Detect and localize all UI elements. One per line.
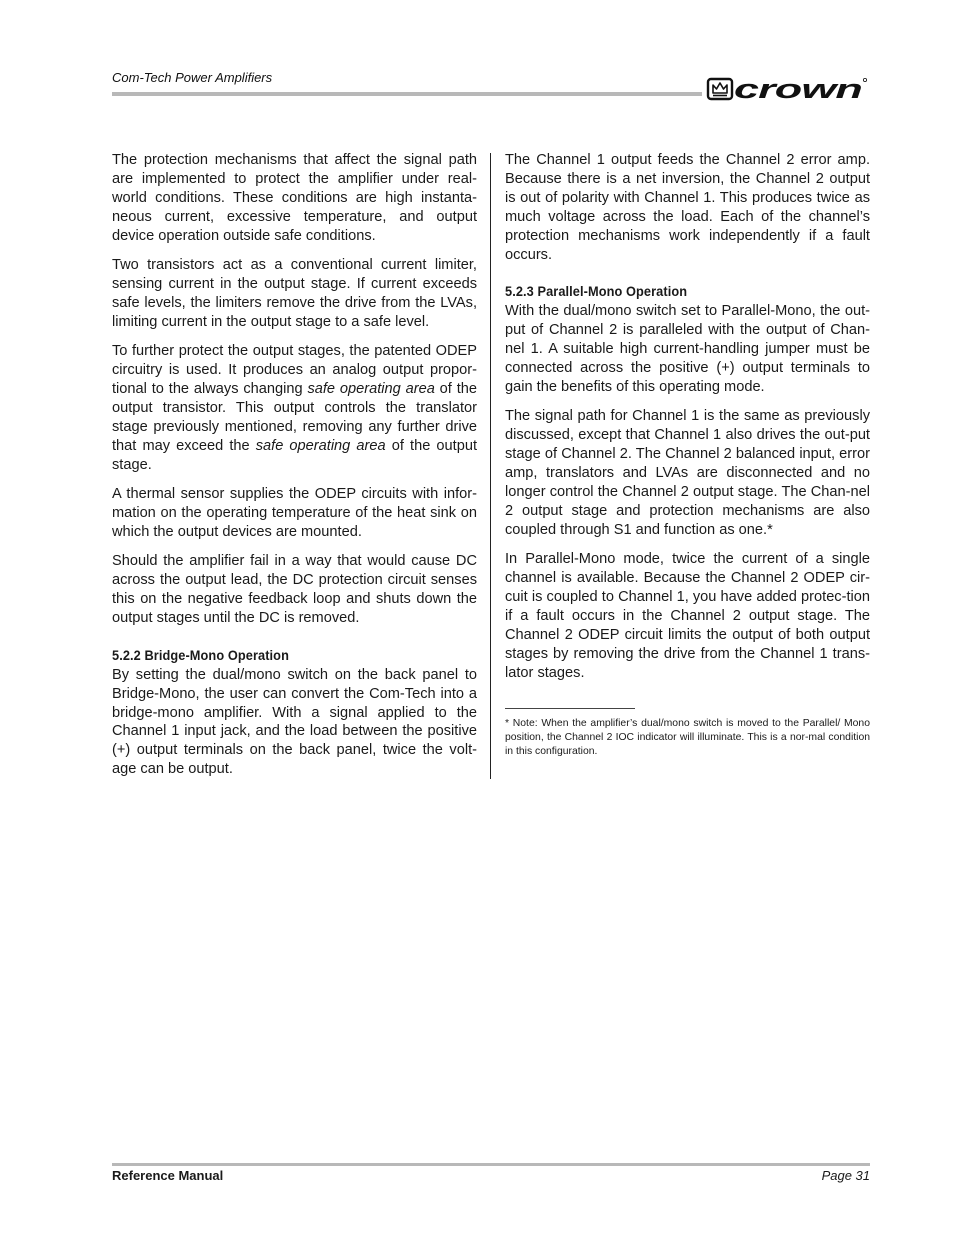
right-column [505, 151, 870, 759]
section-heading-parallel-mono: 5.2.3 Parallel-Mono Operation [505, 284, 688, 301]
paragraph: The signal path for Channel 1 is the same as previously discussed, except that Channel 1 also drives the out-put stage of Channel 2. The Channel 2 balanced input, error amp, translators and LVAs are disconnected and no longer control the Channel 2 output stage. The Chan-nel 2 output stage and protection mechanisms are also coupled through S1 and function as one.* [505, 408, 870, 538]
left-column [112, 151, 477, 779]
footnote: * Note: When the amplifier’s dual/mono switch is moved to the Parallel/ Mono position, the Channel 2 IOC indicator will illuminate. This is a nor-mal condition in this configuration. [505, 717, 870, 758]
paragraph: With the dual/mono switch set to Parallel-Mono, the out-put of Channel 2 is paralleled with the output of Chan-nel 1. A suitable high current-handling jumper must be connected across the positive (+) output terminals to gain the benefits of this operating mode. [505, 303, 870, 395]
paragraph: Should the amplifier fail in a way that would cause DC across the output lead, the DC protection circuit senses this on the negative feedback loop and shuts down the output stages until the DC is removed. [112, 553, 477, 626]
running-header-title: Com-Tech Power Amplifiers [112, 70, 273, 85]
paragraph: A thermal sensor supplies the ODEP circuits with infor-mation on the operating temperature of the heat sink on which the output devices are mounted. [112, 486, 477, 540]
paragraph: In Parallel-Mono mode, twice the current of a single channel is available. Because the Channel 2 ODEP cir-cuit is coupled to Channel 1, you have added protec-tion if a fault occurs in the Channel 2 output stage. The Channel 2 ODEP circuit limits the output of both output stages by removing the drive from the Channel 1 trans-lator stages. [505, 551, 870, 681]
paragraph [112, 342, 477, 474]
paragraph-text: of the output stage. [112, 437, 478, 473]
footer-rule [112, 1163, 870, 1166]
paragraph: By setting the dual/mono switch on the back panel to Bridge-Mono, the user can convert the Com-Tech into a bridge-mono amplifier. With a signal applied to the Channel 1 input jack, and the load between the positive (+) output terminals on the back panel, twice the volt-age can be output. [112, 666, 477, 778]
paragraph: Two transistors act as a conventional current limiter, sensing current in the output stage. If current exceeds safe levels, the limiters remove the drive from the LVAs, limiting current in the output stage to a safe level. [112, 257, 477, 330]
header-rule [112, 92, 702, 96]
paragraph: The protection mechanisms that affect the signal path are implemented to protect the amplifier under real-world conditions. These conditions are high instanta-neous current, excessive temperature, and output device operation outside safe conditions. [112, 152, 477, 244]
footer-manual-title: Reference Manual [112, 1168, 224, 1183]
paragraph-text: of the output transistor. This output controls the translator stage previously mentioned, removing any further drive that may exceed the [112, 380, 477, 454]
emphasis-text: safe operating area [307, 380, 435, 397]
column-divider [490, 153, 491, 779]
crown-logo [706, 76, 868, 102]
paragraph-text: To further protect the output stages, the patented ODEP circuitry is used. It produces an analog output propor-tional to the always changing [112, 343, 477, 397]
footnote-rule [505, 708, 635, 709]
section-heading-bridge-mono: 5.2.2 Bridge-Mono Operation [112, 647, 289, 664]
emphasis-text: safe operating area [255, 437, 386, 454]
crown-logo-wordmark: crown [734, 76, 863, 102]
paragraph: The Channel 1 output feeds the Channel 2 error amp. Because there is a net inversion, the Channel 2 output is out of polarity with Channel 1. This produces twice as much voltage across the load. Each of the channel’s protection mechanisms work independently if a fault occurs. [505, 152, 870, 263]
page-number: Page 31 [821, 1168, 870, 1183]
